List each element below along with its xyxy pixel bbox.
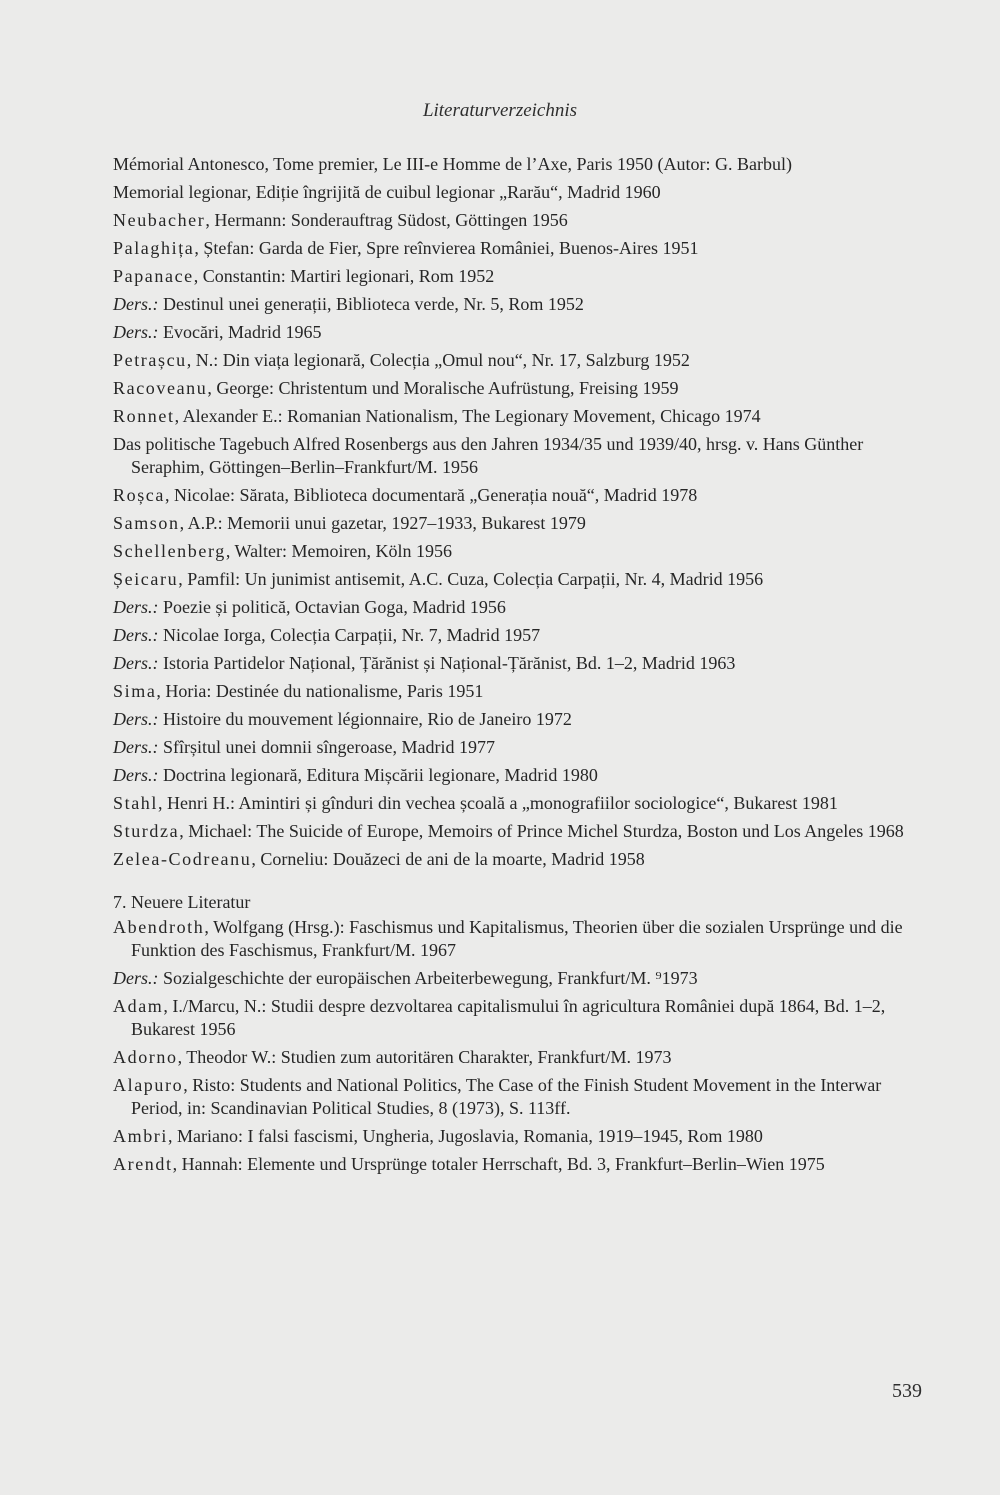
entry-author: Palaghița [113,238,195,258]
bibliography-entry [113,736,923,759]
bibliography-entry [113,848,923,871]
entry-text: , Michael: The Suicide of Europe, Memoirs of Prince Michel Sturdza, Boston und Los Angeles 1968 [179,821,904,841]
bibliography-entry [113,596,923,619]
entry-text: , Walter: Memoiren, Köln 1956 [225,541,453,561]
entry-text: , Constantin: Martiri legionari, Rom 1952 [193,266,495,286]
entry-author: Șeicaru [113,569,179,589]
entry-text: Poezie și politică, Octavian Goga, Madrid 1956 [158,597,506,617]
entry-author: Sturdza [113,821,180,841]
bibliography-entry [113,433,923,479]
entry-author: Stahl [113,793,159,813]
entry-author: Arendt [113,1154,173,1174]
entry-author: Samson [113,513,180,533]
entry-text: Histoire du mouvement légionnaire, Rio de Janeiro 1972 [158,709,572,729]
bibliography-entry [113,540,923,563]
entry-text: Destinul unei generații, Biblioteca verde, Nr. 5, Rom 1952 [158,294,584,314]
entry-text: Nicolae Iorga, Colecția Carpații, Nr. 7, Madrid 1957 [158,625,541,645]
entry-text: , Henri H.: Amintiri și gînduri din vechea școală a „monografiilor sociologice“, Bukarest 1981 [158,793,838,813]
bibliography-entry [113,680,923,703]
entry-ders: Ders.: [113,653,159,673]
entry-ders: Ders.: [113,625,159,645]
bibliography-entry [113,1125,923,1148]
bibliography-entry [113,1046,923,1069]
bibliography-entry [113,321,923,344]
entry-author: Neubacher [113,210,206,230]
entry-text: , Corneliu: Douăzeci de ani de la moarte, Madrid 1958 [251,849,645,869]
entry-text: , Hannah: Elemente und Ursprünge totaler Herrschaft, Bd. 3, Frankfurt–Berlin–Wien 1975 [172,1154,825,1174]
page-number: 539 [892,1380,922,1402]
bibliography-entry [113,1074,923,1120]
bibliography-entry [113,512,923,535]
entry-text: , George: Christentum und Moralische Aufrüstung, Freising 1959 [207,378,679,398]
bibliography-entry [113,708,923,731]
bibliography-entry [113,484,923,507]
entry-author: Abendroth [113,917,205,937]
entry-text: Istoria Partidelor Național, Țărănist și Național-Țărănist, Bd. 1–2, Madrid 1963 [158,653,736,673]
bibliography-entry [113,181,923,204]
entry-author: Alapuro [113,1075,184,1095]
entry-author: Roșca [113,485,165,505]
bibliography-entry [113,624,923,647]
bibliography-entry [113,153,923,176]
entry-text: , Ștefan: Garda de Fier, Spre reînvierea României, Buenos-Aires 1951 [194,238,699,258]
bibliography [113,153,923,1181]
bibliography-entry [113,916,923,962]
entry-author: Ronnet [113,406,175,426]
running-header: Literaturverzeichnis [422,100,578,121]
entry-text: , Wolfgang (Hrsg.): Faschismus und Kapitalismus, Theorien über die sozialen Ursprünge und die Funktion des Faschismus, Frankfurt/M. 1967 [131,917,903,960]
bibliography-entry [113,967,923,990]
entry-text: , N.: Din viața legionară, Colecția „Omul nou“, Nr. 17, Salzburg 1952 [186,350,690,370]
entry-author: Papanace [113,266,194,286]
entry-text: Sfîrșitul unei domnii sîngeroase, Madrid 1977 [158,737,495,757]
entry-text: Doctrina legionară, Editura Mișcării legionare, Madrid 1980 [158,765,598,785]
bibliography-entry [113,792,923,815]
bibliography-entry [113,764,923,787]
bibliography-entry [113,265,923,288]
bibliography-entry [113,237,923,260]
bibliography-entry [113,820,923,843]
bibliography-entry [113,995,923,1041]
bibliography-entry [113,1153,923,1176]
bibliography-entry [113,568,923,591]
entry-ders: Ders.: [113,597,159,617]
section-heading: 7. Neuere Literatur [113,892,251,912]
entry-text: Memorial legionar, Ediție îngrijită de cuibul legionar „Rarău“, Madrid 1960 [113,182,661,202]
entry-author: Adorno [113,1047,178,1067]
entry-author: Ambri [113,1126,168,1146]
entry-ders: Ders.: [113,968,159,988]
bibliography-entry [113,293,923,316]
bibliography-entry [113,405,923,428]
entry-text: Sozialgeschichte der europäischen Arbeiterbewegung, Frankfurt/M. ⁹1973 [158,968,698,988]
entry-ders: Ders.: [113,709,159,729]
entry-text: , Mariano: I falsi fascismi, Ungheria, Jugoslavia, Romania, 1919–1945, Rom 1980 [168,1126,763,1146]
bibliography-entry [113,209,923,232]
entry-text: , Risto: Students and National Politics, The Case of the Finish Student Movement in the Interwar Period, in: Scandinavian Political Studies, 8 (1973), S. 113ff. [131,1075,882,1118]
bibliography-entry [113,377,923,400]
entry-author: Racoveanu [113,378,208,398]
bibliography-entry [113,349,923,372]
entry-text: , Horia: Destinée du nationalisme, Paris 1951 [156,681,484,701]
bibliography-entry [113,652,923,675]
entry-text: Das politische Tagebuch Alfred Rosenbergs aus den Jahren 1934/35 und 1939/40, hrsg. v. Hans Günther Seraphim, Göttingen–Berlin–Frankfurt/M. 1956 [113,434,864,477]
entry-author: Adam [113,996,164,1016]
bibliography-list-primary [113,153,923,871]
entry-text: , Alexander E.: Romanian Nationalism, The Legionary Movement, Chicago 1974 [174,406,761,426]
entry-text: , A.P.: Memorii unui gazetar, 1927–1933, Bukarest 1979 [179,513,586,533]
entry-text: , Theodor W.: Studien zum autoritären Charakter, Frankfurt/M. 1973 [177,1047,672,1067]
entry-text: , Hermann: Sonderauftrag Südost, Göttingen 1956 [205,210,568,230]
entry-text: , I./Marcu, N.: Studii despre dezvoltarea capitalismului în agricultura României după 1864, Bd. 1–2, Bukarest 1956 [131,996,886,1039]
entry-author: Petrașcu [113,350,187,370]
entry-text: Evocări, Madrid 1965 [158,322,322,342]
entry-author: Zelea-Codreanu [113,849,252,869]
entry-ders: Ders.: [113,737,159,757]
entry-author: Sima [113,681,157,701]
entry-author: Schellenberg [113,541,226,561]
entry-text: , Nicolae: Sărata, Biblioteca documentară „Generația nouă“, Madrid 1978 [165,485,698,505]
bibliography-list-secondary [113,916,923,1176]
entry-ders: Ders.: [113,294,159,314]
entry-text: Mémorial Antonesco, Tome premier, Le III-e Homme de l’Axe, Paris 1950 (Autor: G. Barbul) [113,154,793,174]
entry-ders: Ders.: [113,322,159,342]
entry-ders: Ders.: [113,765,159,785]
entry-text: , Pamfil: Un junimist antisemit, A.C. Cuza, Colecția Carpații, Nr. 4, Madrid 1956 [178,569,764,589]
